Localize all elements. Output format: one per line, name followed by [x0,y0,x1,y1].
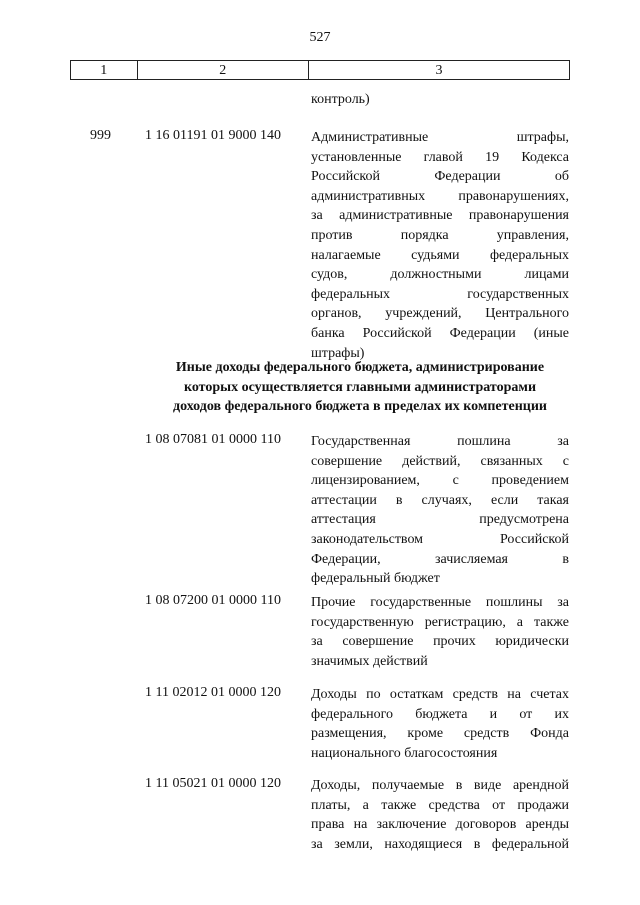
description-line: платы, а также средства от продажи [311,797,569,813]
description-line: размещения, кроме средств Фонда [311,726,569,742]
description-line: национального благосостояния [311,745,498,761]
income-code: 1 11 02012 01 0000 120 [145,685,281,700]
description-line: административных правонарушениях, [311,188,569,204]
description-line: против порядка управления, [311,227,569,243]
description-line: лицензированием, с проведением [311,473,569,489]
description-line: значимых действий [311,653,428,669]
description-line: органов, учреждений, Центрального [311,306,569,322]
description-line: Доходы, получаемые в виде арендной [311,778,569,793]
column-header-2: 2 [137,61,309,80]
entry-description [311,776,569,854]
description-line: штрафы) [311,345,365,361]
description-line: Государственная пошлина за [311,434,569,449]
continuation-line: контроль) [311,92,370,107]
description-line: федерального бюджета и от их [311,706,569,722]
page-number: 527 [309,30,331,45]
description-line: федеральный бюджет [311,571,440,587]
description-line: государственную регистрацию, а также [311,614,569,630]
section-heading [140,358,580,417]
entry-description [311,432,569,589]
description-line: Доходы по остаткам средств на счетах [311,687,569,702]
admin-code: 999 [90,128,111,143]
description-line: законодательством Российской [311,531,569,547]
description-line: установленные главой 19 Кодекса [311,149,569,165]
continuation-text [311,90,569,110]
section-heading-line: которых осуществляется главными администраторами [183,379,537,395]
description-line: за административные правонарушения [311,208,569,224]
description-line: судов, должностными лицами [311,267,569,283]
description-line: федеральных государственных [311,286,569,302]
entry-description [311,128,569,363]
description-line: совершение действий, связанных с [311,453,569,469]
description-line: Административные штрафы, [311,130,569,145]
description-line: за совершение прочих юридически [311,634,569,650]
income-code: 1 08 07081 01 0000 110 [145,432,281,447]
description-line: банка Российской Федерации (иные [311,325,569,341]
column-header-table [70,60,570,80]
description-line: Федерации, зачисляемая в [311,551,569,567]
section-heading-line: доходов федерального бюджета в пределах их компетенции [172,399,547,414]
section-heading-line: Иные доходы федерального бюджета, администрирование [175,360,545,375]
description-line: налагаемые судьями федеральных [311,247,569,263]
income-code: 1 08 07200 01 0000 110 [145,593,281,608]
column-header-1: 1 [71,61,138,80]
description-line: за земли, находящиеся в федеральной [311,836,569,852]
income-code: 1 16 01191 01 9000 140 [145,128,281,143]
entry-description [311,593,569,671]
description-line: Прочие государственные пошлины за [311,595,569,610]
description-line: Российской Федерации об [311,169,569,185]
description-line: права на заключение договоров аренды [311,817,569,833]
description-line: аттестации в случаях, если такая [311,492,569,508]
income-code: 1 11 05021 01 0000 120 [145,776,281,791]
entry-description [311,685,569,763]
description-line: аттестация предусмотрена [311,512,569,528]
column-header-3: 3 [309,61,570,80]
